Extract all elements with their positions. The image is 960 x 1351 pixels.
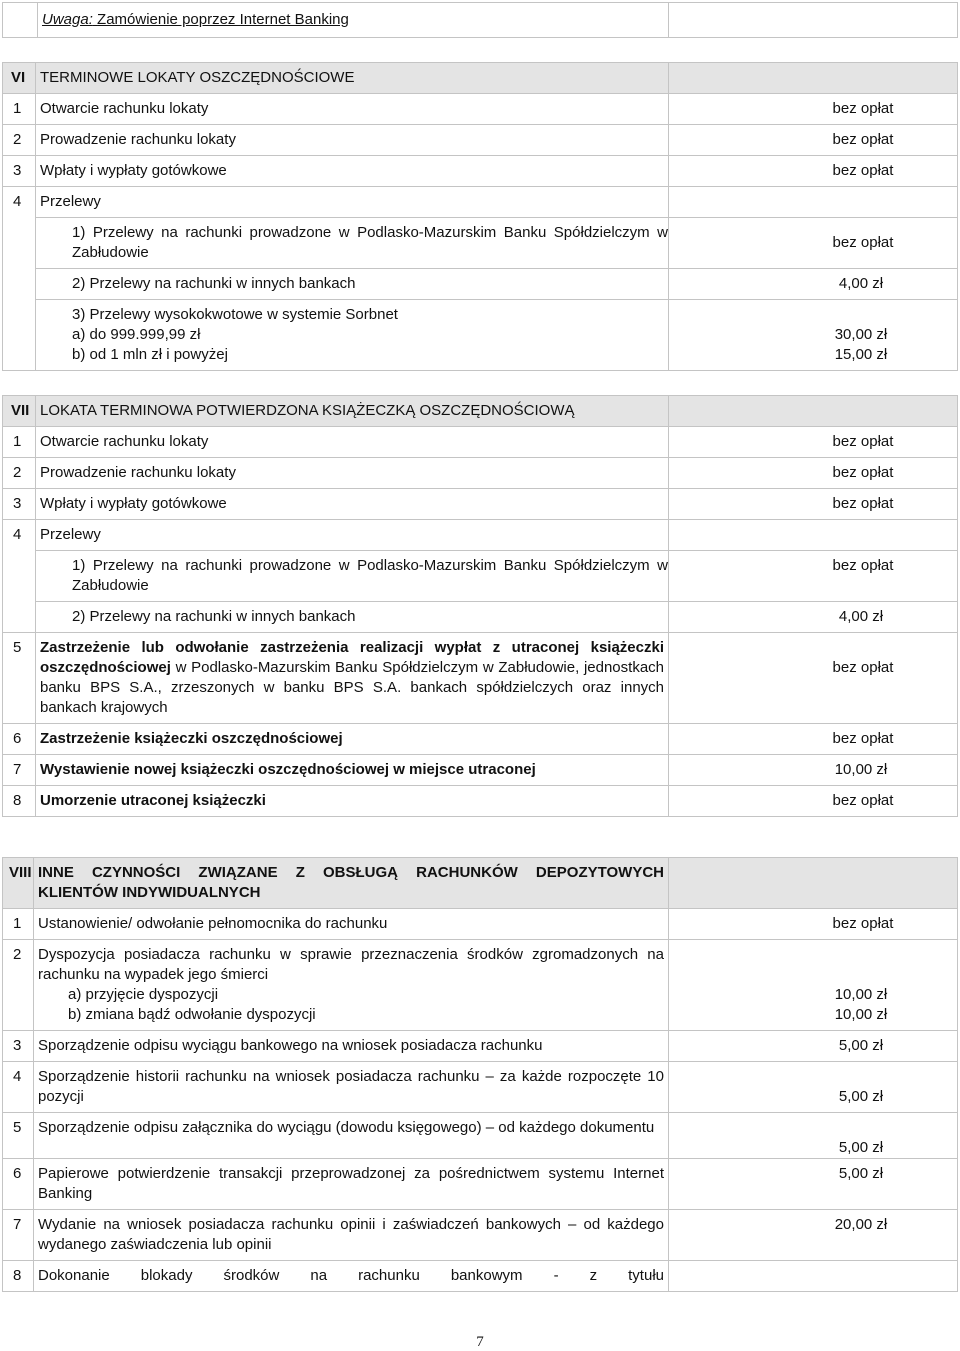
section-title: LOKATA TERMINOWA POTWIERDZONA KSIĄŻECZKĄ OSZCZĘDNOŚCIOWĄ (40, 402, 575, 419)
row-bold-text: Zastrzeżenie lub odwołanie zastrzeżenia realizacji wypłat z utraconej książeczki oszczędnościowej (40, 639, 664, 676)
row-number: 5 (3, 633, 36, 724)
section-vii-table (2, 395, 958, 817)
note-fee-cell (669, 3, 958, 38)
table-row (3, 1210, 958, 1261)
table-row (3, 1261, 958, 1292)
row-number: 7 (3, 755, 36, 786)
row-description: Umorzenie utraconej książeczki (36, 786, 669, 817)
row-number: 7 (3, 1210, 34, 1261)
note-number-cell (3, 3, 38, 38)
sub-description: 2) Przelewy na rachunki w innych bankach (36, 602, 669, 633)
row-fee: 10,00 zł (669, 755, 958, 786)
sub-fee (669, 300, 958, 371)
row-number: 2 (3, 940, 34, 1031)
note-cell (38, 3, 669, 38)
table-row (3, 786, 958, 817)
section-fee-header (669, 858, 958, 909)
row-fee: bez opłat (669, 156, 958, 187)
row-number: 3 (3, 1031, 34, 1062)
row-number: 4 (3, 1062, 34, 1113)
row-fee: bez opłat (669, 724, 958, 755)
row-fee: bez opłat (669, 786, 958, 817)
row-fee: 20,00 zł (669, 1210, 958, 1261)
row-number: 1 (3, 427, 36, 458)
section-number: VII (3, 396, 36, 427)
row-fee: 5,00 zł (669, 1113, 958, 1159)
sub-description: 2) Przelewy na rachunki w innych bankach (36, 269, 669, 300)
row-fee: 5,00 zł (669, 1159, 958, 1210)
row-description: Sporządzenie odpisu wyciągu bankowego na wniosek posiadacza rachunku (34, 1031, 669, 1062)
row-fee (669, 520, 958, 551)
table-row (3, 551, 958, 602)
row-number: 8 (3, 1261, 34, 1292)
section-fee-header (669, 63, 958, 94)
sub-fee: 4,00 zł (669, 269, 958, 300)
row-description: Wydanie na wniosek posiadacza rachunku opinii i zaświadczeń bankowych – od każdego wydanego zaświadczenia lub opinii (34, 1210, 669, 1261)
sub-description (36, 218, 669, 269)
row-number: 3 (3, 489, 36, 520)
sub-fee-b: 15,00 zł (834, 346, 888, 363)
table-row (3, 489, 958, 520)
row-rest-text: w Podlasko-Mazurskim Banku Spółdzielczym w Zabłudowie, jednostkach banku BPS S.A., zrzeszonych w banku BPS S.A. bankach spółdzielczych oraz innych bankach krajowych (40, 659, 664, 716)
table-row (3, 940, 958, 1031)
row-fee: bez opłat (669, 458, 958, 489)
row-description: Wystawienie nowej książeczki oszczędnościowej w miejsce utraconej (36, 755, 669, 786)
row-description (36, 633, 669, 724)
sub-item-b: b) od 1 mln zł i powyżej (72, 346, 228, 363)
section-vii-header (3, 396, 958, 427)
row-fee: bez opłat (669, 125, 958, 156)
section-number: VIII (3, 858, 34, 909)
note-text: Zamówienie poprzez Internet Banking (97, 11, 349, 28)
row-description: Zastrzeżenie książeczki oszczędnościowej (36, 724, 669, 755)
row-fee-a: 10,00 zł (834, 986, 888, 1003)
row-description: Ustanowienie/ odwołanie pełnomocnika do rachunku (34, 909, 669, 940)
section-title: INNE CZYNNOŚCI ZWIĄZANE Z OBSŁUGĄ RACHUNKÓW DEPOZYTOWYCH KLIENTÓW INDYWIDUALNYCH (38, 864, 664, 901)
table-row (3, 218, 958, 269)
row-fee (669, 1261, 958, 1292)
row-description: Wpłaty i wypłaty gotówkowe (36, 489, 669, 520)
section-fee-header (669, 396, 958, 427)
row-fee: 5,00 zł (669, 1062, 958, 1113)
row-text: Dyspozycja posiadacza rachunku w sprawie przeznaczenia środków zgromadzonych na rachunku na wypadek jego śmierci (38, 946, 664, 983)
table-row (3, 269, 958, 300)
row-description: Wpłaty i wypłaty gotówkowe (36, 156, 669, 187)
row-fee: bez opłat (669, 633, 958, 724)
row-fee (669, 187, 958, 218)
sub-description: 1) Przelewy na rachunki prowadzone w Podlasko-Mazurskim Banku Spółdzielczym w Zabłudowie (36, 551, 669, 602)
sub-fee: 4,00 zł (669, 602, 958, 633)
table-row (3, 520, 958, 551)
table-row (3, 187, 958, 218)
row-description: Papierowe potwierdzenie transakcji przeprowadzonej za pośrednictwem systemu Internet Banking (34, 1159, 669, 1210)
table-row (3, 458, 958, 489)
table-row (3, 125, 958, 156)
section-title-cell (34, 858, 669, 909)
sub-description (36, 300, 669, 371)
table-row (3, 300, 958, 371)
sub-item-a: a) do 999.999,99 zł (72, 326, 201, 343)
note-label: Uwaga: (42, 11, 93, 28)
row-fee: bez opłat (669, 489, 958, 520)
section-vi-table (2, 62, 958, 371)
table-row (3, 156, 958, 187)
row-item-b: b) zmiana bądź odwołanie dyspozycji (68, 1006, 316, 1023)
table-row (3, 909, 958, 940)
table-row (3, 1113, 958, 1159)
sub-text: 1) Przelewy na rachunki prowadzone w Podlasko-Mazurskim Banku Spółdzielczym w Zabłudowie (72, 224, 668, 261)
row-fee: bez opłat (669, 94, 958, 125)
row-number: 3 (3, 156, 36, 187)
row-fee-b: 10,00 zł (834, 1006, 888, 1023)
section-viii-header (3, 858, 958, 909)
sub-text: 3) Przelewy wysokokwotowe w systemie Sorbnet (72, 306, 398, 323)
row-number: 5 (3, 1113, 34, 1159)
sub-fee: bez opłat (669, 551, 958, 602)
section-title-cell (36, 396, 669, 427)
page-number: 7 (476, 1334, 484, 1350)
row-number: 6 (3, 1159, 34, 1210)
row-item-a: a) przyjęcie dyspozycji (68, 986, 219, 1003)
row-description: Dokonanie blokady środków na rachunku bankowym - z tytułu (34, 1261, 669, 1292)
row-description: Przelewy (36, 187, 669, 218)
sub-fee: bez opłat (669, 218, 958, 269)
row-description: Otwarcie rachunku lokaty (36, 427, 669, 458)
row-description: Sporządzenie odpisu załącznika do wyciągu (dowodu księgowego) – od każdego dokumentu (34, 1113, 669, 1159)
row-number: 1 (3, 94, 36, 125)
row-description: Prowadzenie rachunku lokaty (36, 125, 669, 156)
table-row (3, 1159, 958, 1210)
section-title: TERMINOWE LOKATY OSZCZĘDNOŚCIOWE (36, 63, 669, 94)
row-number: 2 (3, 458, 36, 489)
row-fee: bez opłat (669, 427, 958, 458)
row-number: 4 (3, 187, 36, 371)
table-row (3, 1031, 958, 1062)
row-description: Sporządzenie historii rachunku na wniosek posiadacza rachunku – za każde rozpoczęte 10 pozycji (34, 1062, 669, 1113)
table-row (3, 602, 958, 633)
row-fee: 5,00 zł (669, 1031, 958, 1062)
row-number: 6 (3, 724, 36, 755)
section-vi-header (3, 63, 958, 94)
row-number: 8 (3, 786, 36, 817)
row-number: 2 (3, 125, 36, 156)
table-row (3, 1062, 958, 1113)
row-description: Prowadzenie rachunku lokaty (36, 458, 669, 489)
note-table (2, 2, 958, 38)
row-number: 4 (3, 520, 36, 633)
row-description: Otwarcie rachunku lokaty (36, 94, 669, 125)
row-fee (669, 940, 958, 1031)
section-viii-table (2, 857, 958, 1292)
table-row (3, 427, 958, 458)
table-row (3, 94, 958, 125)
section-number: VI (3, 63, 36, 94)
sub-fee-a: 30,00 zł (834, 326, 888, 343)
row-description: Przelewy (36, 520, 669, 551)
row-number: 1 (3, 909, 34, 940)
table-row (3, 755, 958, 786)
table-row (3, 724, 958, 755)
row-fee: bez opłat (669, 909, 958, 940)
row-description (34, 940, 669, 1031)
table-row (3, 633, 958, 724)
